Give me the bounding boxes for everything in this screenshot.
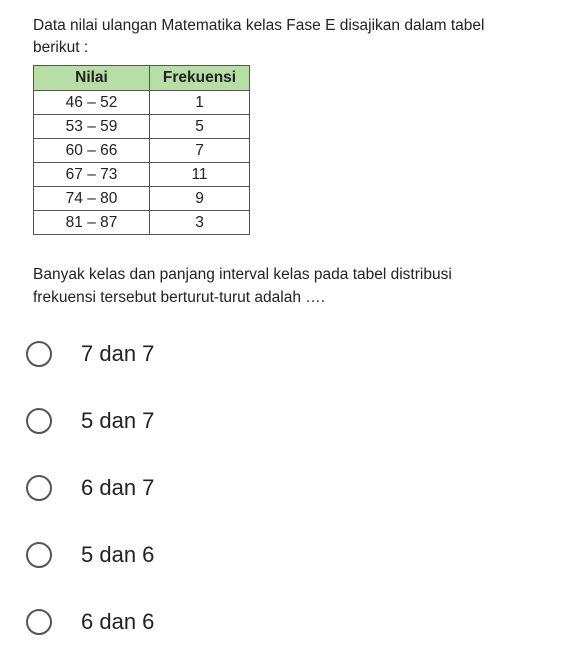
cell-nilai: 46 – 52 bbox=[34, 91, 150, 115]
radio-unchecked-icon[interactable] bbox=[26, 609, 52, 635]
table-row bbox=[34, 187, 250, 211]
radio-unchecked-icon[interactable] bbox=[26, 408, 52, 434]
table-row bbox=[34, 115, 250, 139]
cell-frekuensi: 1 bbox=[150, 91, 250, 115]
answer-option-b[interactable] bbox=[26, 387, 154, 454]
cell-frekuensi: 7 bbox=[150, 139, 250, 163]
cell-nilai: 74 – 80 bbox=[34, 187, 150, 211]
cell-frekuensi: 3 bbox=[150, 211, 250, 235]
intro-text bbox=[33, 15, 563, 59]
question-line-2: frekuensi tersebut berturut-turut adalah …. bbox=[33, 289, 326, 306]
answer-options bbox=[26, 320, 154, 655]
cell-nilai: 53 – 59 bbox=[34, 115, 150, 139]
answer-option-e[interactable] bbox=[26, 588, 154, 655]
frequency-table bbox=[33, 65, 250, 235]
cell-nilai: 60 – 66 bbox=[34, 139, 150, 163]
question-text bbox=[33, 263, 563, 309]
answer-option-d[interactable] bbox=[26, 521, 154, 588]
cell-frekuensi: 11 bbox=[150, 163, 250, 187]
table-row bbox=[34, 163, 250, 187]
table-row bbox=[34, 91, 250, 115]
cell-frekuensi: 9 bbox=[150, 187, 250, 211]
answer-option-a[interactable] bbox=[26, 320, 154, 387]
answer-option-c[interactable] bbox=[26, 454, 154, 521]
radio-unchecked-icon[interactable] bbox=[26, 542, 52, 568]
cell-frekuensi: 5 bbox=[150, 115, 250, 139]
header-nilai: Nilai bbox=[34, 66, 150, 91]
option-label: 7 dan 7 bbox=[81, 340, 155, 366]
header-frekuensi: Frekuensi bbox=[150, 66, 250, 91]
option-label: 5 dan 7 bbox=[81, 407, 155, 433]
option-label: 5 dan 6 bbox=[81, 541, 155, 567]
radio-unchecked-icon[interactable] bbox=[26, 341, 52, 367]
table-row bbox=[34, 211, 250, 235]
table-row bbox=[34, 139, 250, 163]
cell-nilai: 67 – 73 bbox=[34, 163, 150, 187]
option-label: 6 dan 7 bbox=[81, 474, 155, 500]
radio-unchecked-icon[interactable] bbox=[26, 475, 52, 501]
question-line-1: Banyak kelas dan panjang interval kelas pada tabel distribusi bbox=[33, 266, 452, 283]
option-label: 6 dan 6 bbox=[81, 608, 155, 634]
cell-nilai: 81 – 87 bbox=[34, 211, 150, 235]
table-header-row bbox=[34, 66, 250, 91]
intro-line-2: berikut : bbox=[33, 39, 89, 56]
intro-line-1: Data nilai ulangan Matematika kelas Fase E disajikan dalam tabel bbox=[33, 17, 485, 34]
